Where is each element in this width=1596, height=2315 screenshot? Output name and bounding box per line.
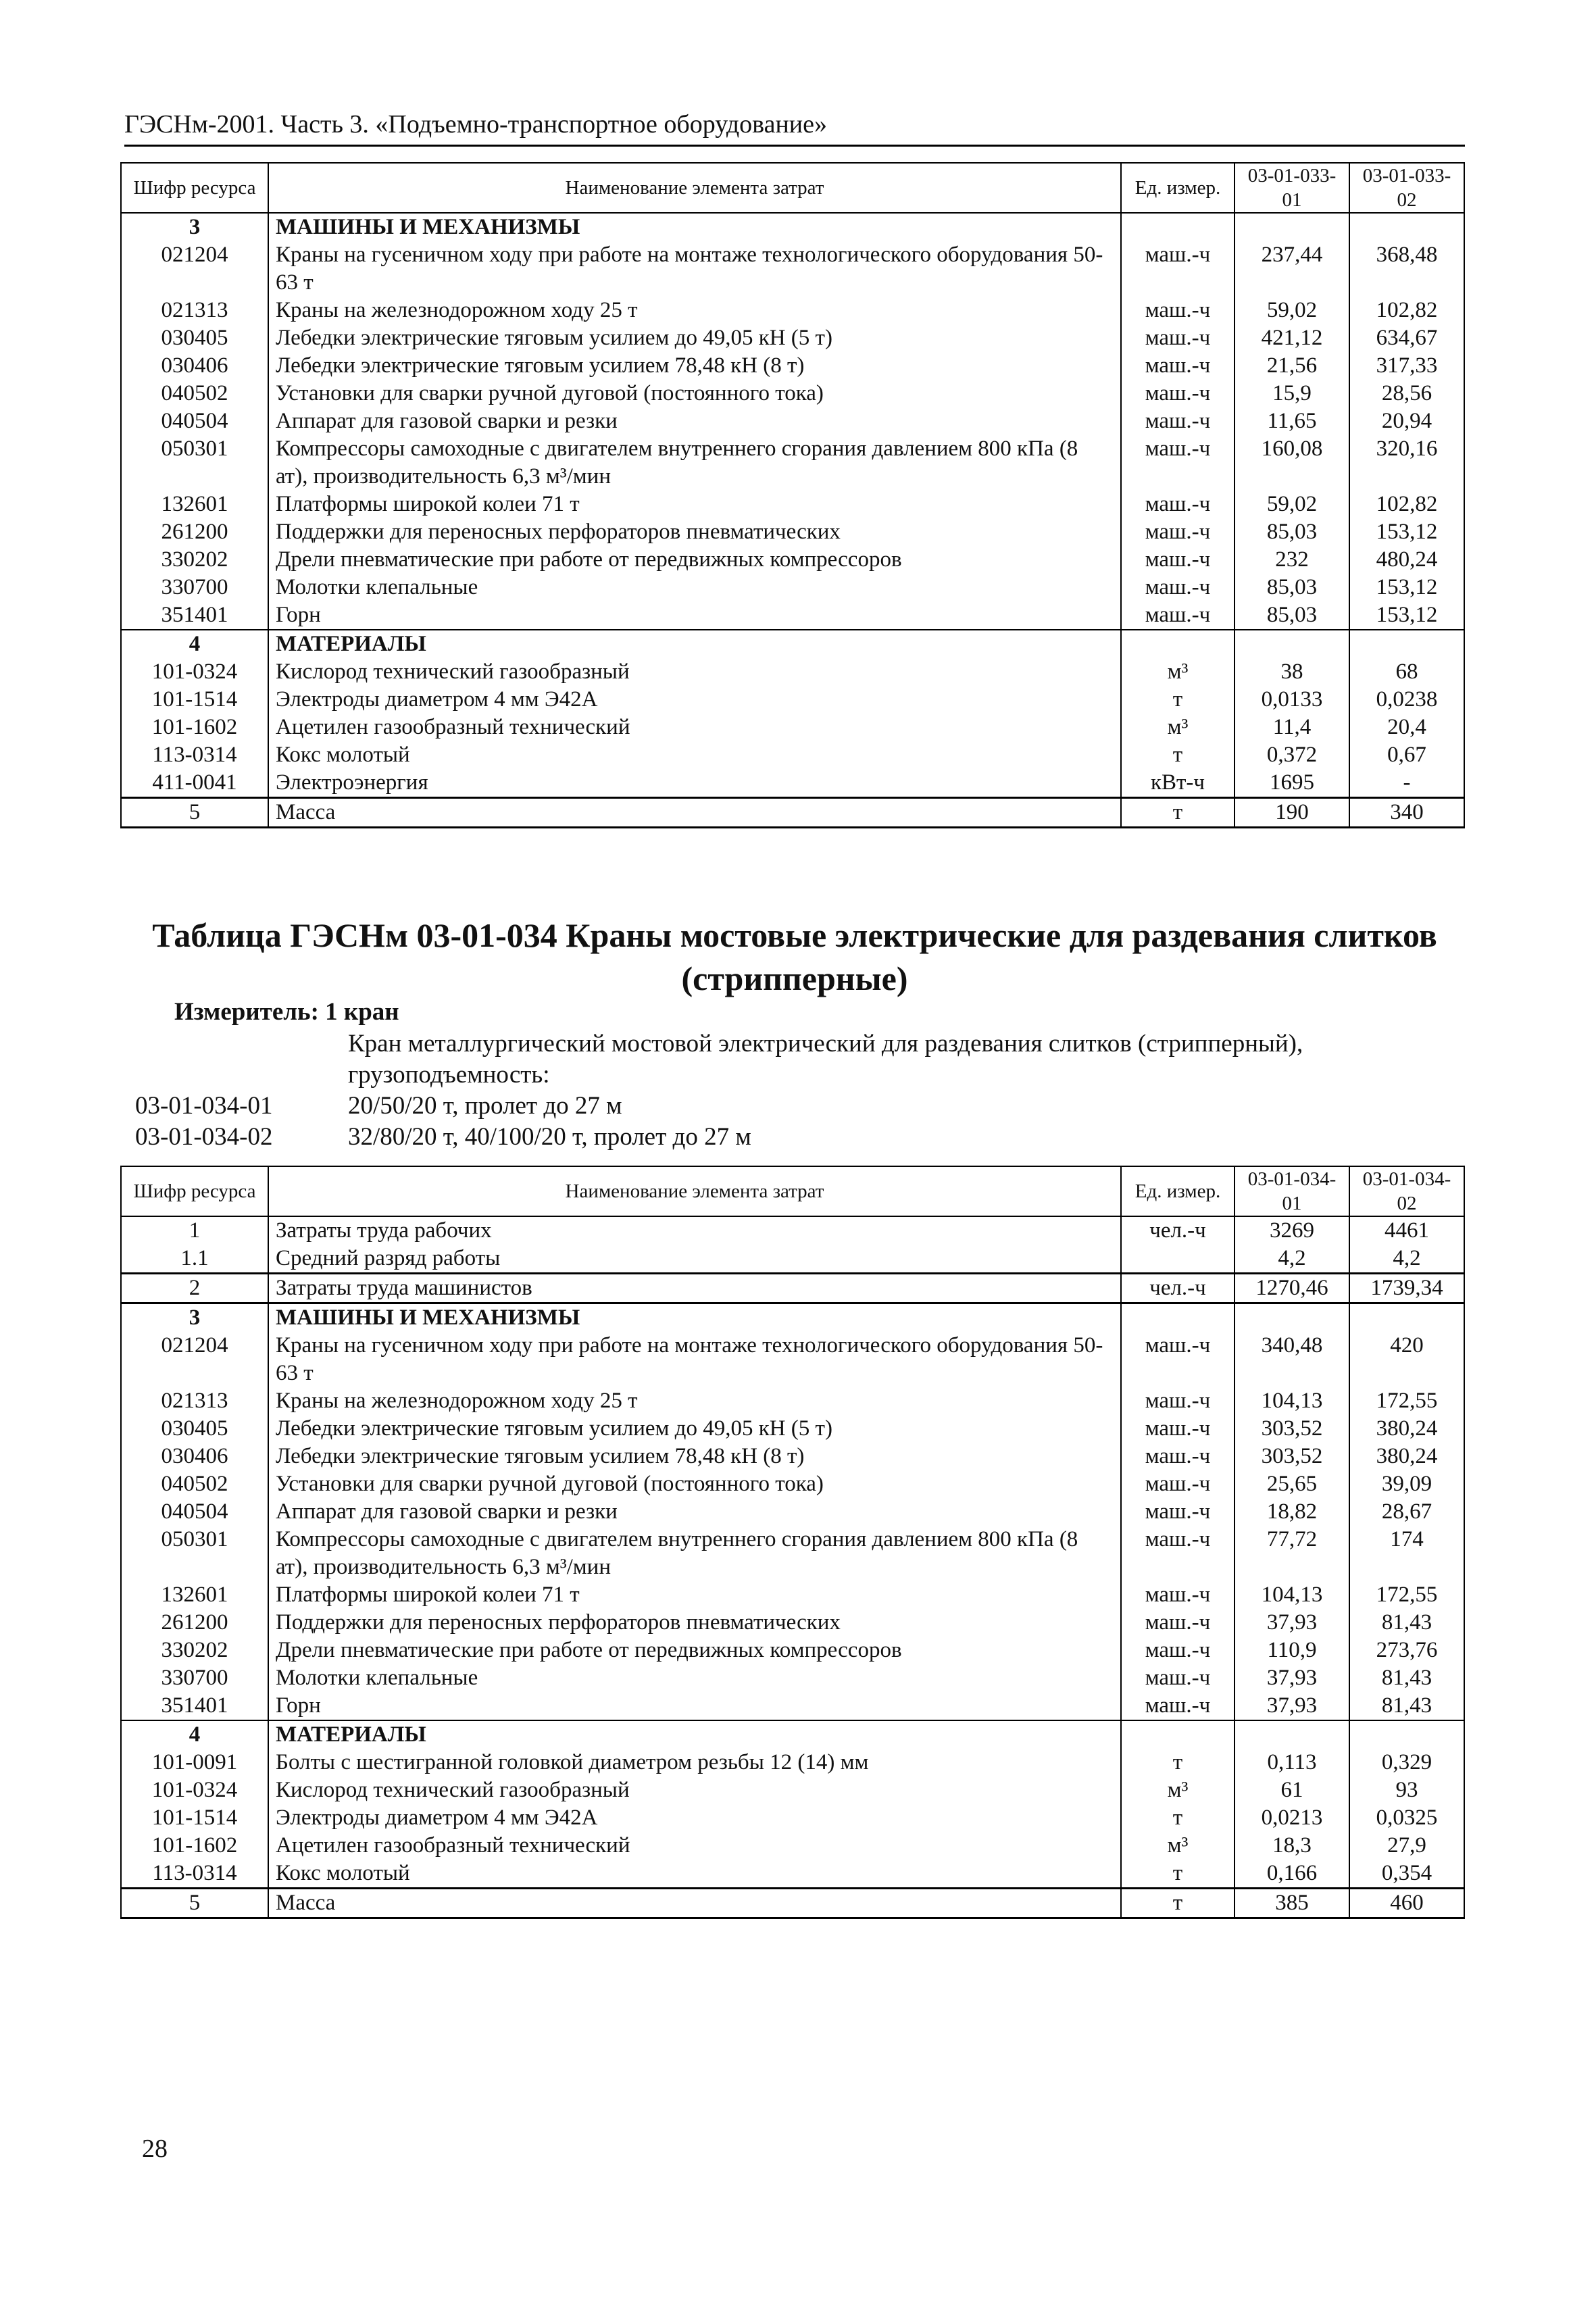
table-row	[121, 1692, 1464, 1720]
resource-code: 021204	[121, 241, 268, 297]
value-col2: 153,12	[1349, 518, 1464, 546]
table-row	[121, 741, 1464, 769]
unit-cell: маш.-ч	[1121, 518, 1235, 546]
resource-code: 101-0324	[121, 1776, 268, 1804]
unit-cell	[1121, 1245, 1235, 1274]
unit-cell: м³	[1121, 658, 1235, 686]
resource-name: Краны на гусеничном ходу при работе на монтаже технологического оборудования 50-63 т	[268, 1332, 1121, 1387]
resource-name: Горн	[268, 601, 1121, 630]
value-col1: 3269	[1235, 1216, 1349, 1245]
unit-cell: маш.-ч	[1121, 1692, 1235, 1720]
resource-code: 5	[121, 798, 268, 828]
unit-cell: м³	[1121, 714, 1235, 741]
section-header-row	[121, 1720, 1464, 1749]
resource-name: Краны на гусеничном ходу при работе на монтаже технологического оборудования 50-63 т	[268, 241, 1121, 297]
resource-code: 050301	[121, 1526, 268, 1581]
value-col1: 190	[1235, 798, 1349, 828]
section-header-row	[121, 213, 1464, 241]
resource-code: 132601	[121, 491, 268, 518]
description: Кран металлургический мостовой электрический для раздевания слитков (стрипперный), грузоподъемность:	[348, 1030, 1303, 1089]
resource-code: 2	[121, 1274, 268, 1303]
value-col2: 81,43	[1349, 1664, 1464, 1692]
value-col1: 1695	[1235, 769, 1349, 798]
section-title: МАТЕРИАЛЫ	[268, 630, 1121, 658]
unit-cell: м³	[1121, 1776, 1235, 1804]
resource-name: Болты с шестигранной головкой диаметром резьбы 12 (14) мм	[268, 1749, 1121, 1776]
value-col2: 0,354	[1349, 1860, 1464, 1889]
section-code: 3	[121, 213, 268, 241]
table-row	[121, 1832, 1464, 1860]
resource-code: 040502	[121, 380, 268, 407]
value-col1	[1235, 213, 1349, 241]
unit-cell: маш.-ч	[1121, 1637, 1235, 1664]
value-col1: 21,56	[1235, 352, 1349, 380]
table-row	[121, 324, 1464, 352]
value-col2: 4461	[1349, 1216, 1464, 1245]
table-row	[121, 1581, 1464, 1609]
unit-cell: маш.-ч	[1121, 380, 1235, 407]
value-col1	[1235, 1720, 1349, 1749]
value-col2: 380,24	[1349, 1415, 1464, 1443]
table-row	[121, 352, 1464, 380]
table-row	[121, 491, 1464, 518]
resource-code: 330202	[121, 1637, 268, 1664]
value-col1: 0,113	[1235, 1749, 1349, 1776]
table-row	[121, 297, 1464, 324]
unit-cell: маш.-ч	[1121, 1526, 1235, 1581]
unit-cell: маш.-ч	[1121, 1415, 1235, 1443]
unit-cell: маш.-ч	[1121, 241, 1235, 297]
value-col2: 480,24	[1349, 546, 1464, 574]
resource-code: 330700	[121, 574, 268, 601]
resource-name: Ацетилен газообразный технический	[268, 714, 1121, 741]
table-row	[121, 1274, 1464, 1303]
value-col1: 237,44	[1235, 241, 1349, 297]
value-col1: 104,13	[1235, 1581, 1349, 1609]
header-col2: 03-01-034-02	[1349, 1166, 1464, 1216]
resource-name: Лебедки электрические тяговым усилием 78,48 кН (8 т)	[268, 1443, 1121, 1470]
resource-code: 1.1	[121, 1245, 268, 1274]
table-row	[121, 686, 1464, 714]
header-unit: Ед. измер.	[1121, 163, 1235, 213]
value-col2: 317,33	[1349, 352, 1464, 380]
resource-code: 101-1514	[121, 686, 268, 714]
resource-code: 113-0314	[121, 1860, 268, 1889]
value-col2: 102,82	[1349, 297, 1464, 324]
section-header-row	[121, 1303, 1464, 1333]
unit-cell: маш.-ч	[1121, 1609, 1235, 1637]
value-col1: 0,0213	[1235, 1804, 1349, 1832]
table-row	[121, 1526, 1464, 1581]
value-col1: 18,82	[1235, 1498, 1349, 1526]
header-name: Наименование элемента затрат	[268, 1166, 1121, 1216]
unit-cell: маш.-ч	[1121, 407, 1235, 435]
value-col2: 81,43	[1349, 1609, 1464, 1637]
resource-code: 040502	[121, 1470, 268, 1498]
table-row	[121, 714, 1464, 741]
section-header-row	[121, 630, 1464, 658]
table-row	[121, 1216, 1464, 1245]
value-col1: 104,13	[1235, 1387, 1349, 1415]
resource-name: Горн	[268, 1692, 1121, 1720]
value-col1	[1235, 630, 1349, 658]
value-col2: 0,0325	[1349, 1804, 1464, 1832]
unit-cell: чел.-ч	[1121, 1216, 1235, 1245]
value-col1: 77,72	[1235, 1526, 1349, 1581]
value-col1: 85,03	[1235, 574, 1349, 601]
value-col1: 38	[1235, 658, 1349, 686]
value-col2	[1349, 1720, 1464, 1749]
table-row	[121, 1470, 1464, 1498]
header-col1: 03-01-034-01	[1235, 1166, 1349, 1216]
resource-name: Электроды диаметром 4 мм Э42А	[268, 686, 1121, 714]
value-col2: 172,55	[1349, 1581, 1464, 1609]
table-row	[121, 1245, 1464, 1274]
value-col1: 37,93	[1235, 1609, 1349, 1637]
value-col2: 81,43	[1349, 1692, 1464, 1720]
resource-code: 030406	[121, 1443, 268, 1470]
unit-cell: кВт-ч	[1121, 769, 1235, 798]
resource-code: 330202	[121, 546, 268, 574]
table-row	[121, 546, 1464, 574]
resource-name: Компрессоры самоходные с двигателем внутреннего сгорания давлением 800 кПа (8 ат), производительность 6,3 м³/мин	[268, 435, 1121, 491]
unit-cell: маш.-ч	[1121, 297, 1235, 324]
section-code: 4	[121, 630, 268, 658]
value-col2: 28,56	[1349, 380, 1464, 407]
value-col2: 153,12	[1349, 574, 1464, 601]
value-col2: 0,0238	[1349, 686, 1464, 714]
unit-cell: м³	[1121, 1832, 1235, 1860]
value-col2: 153,12	[1349, 601, 1464, 630]
measure-label: Измеритель: 1 кран	[174, 998, 399, 1026]
page-number: 28	[142, 2135, 168, 2163]
resource-name: Электроды диаметром 4 мм Э42А	[268, 1804, 1121, 1832]
value-col2: 28,67	[1349, 1498, 1464, 1526]
table-title: Таблица ГЭСНм 03-01-034 Краны мостовые электрические для раздевания слитков (стрипперные)	[152, 916, 1437, 997]
unit-cell: маш.-ч	[1121, 491, 1235, 518]
header-unit: Ед. измер.	[1121, 1166, 1235, 1216]
resource-code: 101-0091	[121, 1749, 268, 1776]
unit-cell: т	[1121, 741, 1235, 769]
resource-code: 101-1602	[121, 1832, 268, 1860]
resource-name: Лебедки электрические тяговым усилием до 49,05 кН (5 т)	[268, 1415, 1121, 1443]
resource-code: 030405	[121, 1415, 268, 1443]
unit-cell: маш.-ч	[1121, 1332, 1235, 1387]
value-col2: 368,48	[1349, 241, 1464, 297]
resource-code: 040504	[121, 1498, 268, 1526]
value-col1: 25,65	[1235, 1470, 1349, 1498]
value-col2: 4,2	[1349, 1245, 1464, 1274]
value-col2: 27,9	[1349, 1832, 1464, 1860]
table-row	[121, 601, 1464, 630]
resource-table-034	[120, 1166, 1465, 1919]
resource-code: 330700	[121, 1664, 268, 1692]
value-col2	[1349, 213, 1464, 241]
resource-code: 101-1514	[121, 1804, 268, 1832]
unit-cell	[1121, 1303, 1235, 1333]
variant-code: 03-01-034-01	[135, 1092, 273, 1120]
value-col1: 421,12	[1235, 324, 1349, 352]
resource-name: Установки для сварки ручной дуговой (постоянного тока)	[268, 380, 1121, 407]
resource-code: 021313	[121, 297, 268, 324]
value-col1: 385	[1235, 1889, 1349, 1918]
unit-cell: т	[1121, 686, 1235, 714]
table-row	[121, 769, 1464, 798]
resource-name: Платформы широкой колеи 71 т	[268, 1581, 1121, 1609]
unit-cell: маш.-ч	[1121, 546, 1235, 574]
section-title: МАТЕРИАЛЫ	[268, 1720, 1121, 1749]
section-code: 4	[121, 1720, 268, 1749]
table-row	[121, 798, 1464, 828]
unit-cell: маш.-ч	[1121, 1470, 1235, 1498]
value-col1: 61	[1235, 1776, 1349, 1804]
table-row	[121, 1609, 1464, 1637]
value-col2: 68	[1349, 658, 1464, 686]
resource-code: 050301	[121, 435, 268, 491]
running-header: ГЭСНм-2001. Часть 3. «Подъемно-транспортное оборудование»	[124, 108, 1465, 147]
section-title: МАШИНЫ И МЕХАНИЗМЫ	[268, 213, 1121, 241]
value-col2: 39,09	[1349, 1470, 1464, 1498]
value-col1: 59,02	[1235, 297, 1349, 324]
resource-table-033	[120, 162, 1465, 828]
table-row	[121, 1443, 1464, 1470]
unit-cell: маш.-ч	[1121, 1581, 1235, 1609]
resource-name: Ацетилен газообразный технический	[268, 1832, 1121, 1860]
resource-code: 030406	[121, 352, 268, 380]
resource-name: Аппарат для газовой сварки и резки	[268, 1498, 1121, 1526]
variant-text: 20/50/20 т, пролет до 27 м	[348, 1092, 622, 1120]
table-row	[121, 1498, 1464, 1526]
value-col1: 0,372	[1235, 741, 1349, 769]
resource-code: 021313	[121, 1387, 268, 1415]
resource-code: 351401	[121, 1692, 268, 1720]
table-row	[121, 1776, 1464, 1804]
resource-code: 5	[121, 1889, 268, 1918]
resource-name: Кислород технический газообразный	[268, 1776, 1121, 1804]
header-code: Шифр ресурса	[121, 163, 268, 213]
value-col1: 160,08	[1235, 435, 1349, 491]
table-row	[121, 1749, 1464, 1776]
resource-name: Молотки клепальные	[268, 1664, 1121, 1692]
unit-cell: маш.-ч	[1121, 1664, 1235, 1692]
unit-cell: т	[1121, 798, 1235, 828]
resource-name: Краны на железнодорожном ходу 25 т	[268, 297, 1121, 324]
resource-name: Поддержки для переносных перфораторов пневматических	[268, 518, 1121, 546]
value-col2: 20,4	[1349, 714, 1464, 741]
resource-name: Лебедки электрические тяговым усилием 78,48 кН (8 т)	[268, 352, 1121, 380]
unit-cell: маш.-ч	[1121, 574, 1235, 601]
resource-code: 411-0041	[121, 769, 268, 798]
resource-code: 261200	[121, 1609, 268, 1637]
value-col1: 110,9	[1235, 1637, 1349, 1664]
value-col1: 37,93	[1235, 1664, 1349, 1692]
resource-name: Поддержки для переносных перфораторов пневматических	[268, 1609, 1121, 1637]
value-col1: 0,0133	[1235, 686, 1349, 714]
resource-code: 1	[121, 1216, 268, 1245]
variant-text: 32/80/20 т, 40/100/20 т, пролет до 27 м	[348, 1123, 751, 1151]
resource-name: Краны на железнодорожном ходу 25 т	[268, 1387, 1121, 1415]
table-row	[121, 518, 1464, 546]
table-row	[121, 241, 1464, 297]
unit-cell: маш.-ч	[1121, 1387, 1235, 1415]
resource-name: Кокс молотый	[268, 1860, 1121, 1889]
value-col2	[1349, 630, 1464, 658]
table-row	[121, 1637, 1464, 1664]
value-col1: 303,52	[1235, 1443, 1349, 1470]
value-col1: 37,93	[1235, 1692, 1349, 1720]
value-col2: 420	[1349, 1332, 1464, 1387]
resource-name: Электроэнергия	[268, 769, 1121, 798]
resource-name: Затраты труда машинистов	[268, 1274, 1121, 1303]
resource-code: 261200	[121, 518, 268, 546]
unit-cell	[1121, 630, 1235, 658]
value-col1: 85,03	[1235, 518, 1349, 546]
value-col2: 380,24	[1349, 1443, 1464, 1470]
value-col2: 0,329	[1349, 1749, 1464, 1776]
value-col1: 0,166	[1235, 1860, 1349, 1889]
resource-name: Средний разряд работы	[268, 1245, 1121, 1274]
resource-code: 101-0324	[121, 658, 268, 686]
value-col2: 174	[1349, 1526, 1464, 1581]
table-row	[121, 658, 1464, 686]
value-col2: 20,94	[1349, 407, 1464, 435]
resource-name: Кислород технический газообразный	[268, 658, 1121, 686]
unit-cell: т	[1121, 1749, 1235, 1776]
value-col1	[1235, 1303, 1349, 1333]
value-col2: 340	[1349, 798, 1464, 828]
table-row	[121, 380, 1464, 407]
unit-cell: чел.-ч	[1121, 1274, 1235, 1303]
resource-code: 113-0314	[121, 741, 268, 769]
value-col2: 634,67	[1349, 324, 1464, 352]
unit-cell: маш.-ч	[1121, 352, 1235, 380]
resource-code: 351401	[121, 601, 268, 630]
header-name: Наименование элемента затрат	[268, 163, 1121, 213]
resource-code: 021204	[121, 1332, 268, 1387]
resource-name: Компрессоры самоходные с двигателем внутреннего сгорания давлением 800 кПа (8 ат), производительность 6,3 м³/мин	[268, 1526, 1121, 1581]
value-col1: 232	[1235, 546, 1349, 574]
table-row	[121, 1804, 1464, 1832]
value-col1: 11,65	[1235, 407, 1349, 435]
value-col1: 303,52	[1235, 1415, 1349, 1443]
table-row	[121, 1860, 1464, 1889]
table-row	[121, 1332, 1464, 1387]
table-row	[121, 1889, 1464, 1918]
resource-name: Установки для сварки ручной дуговой (постоянного тока)	[268, 1470, 1121, 1498]
table-row	[121, 574, 1464, 601]
value-col1: 11,4	[1235, 714, 1349, 741]
value-col1: 4,2	[1235, 1245, 1349, 1274]
unit-cell: маш.-ч	[1121, 1443, 1235, 1470]
value-col2: 93	[1349, 1776, 1464, 1804]
resource-name: Молотки клепальные	[268, 574, 1121, 601]
value-col1: 59,02	[1235, 491, 1349, 518]
resource-name: Затраты труда рабочих	[268, 1216, 1121, 1245]
value-col2: 172,55	[1349, 1387, 1464, 1415]
resource-name: Дрели пневматические при работе от передвижных компрессоров	[268, 1637, 1121, 1664]
unit-cell: маш.-ч	[1121, 601, 1235, 630]
value-col1: 1270,46	[1235, 1274, 1349, 1303]
header-col1: 03-01-033-01	[1235, 163, 1349, 213]
unit-cell: маш.-ч	[1121, 324, 1235, 352]
unit-cell: маш.-ч	[1121, 435, 1235, 491]
unit-cell: маш.-ч	[1121, 1498, 1235, 1526]
resource-name: Платформы широкой колеи 71 т	[268, 491, 1121, 518]
value-col2: 460	[1349, 1889, 1464, 1918]
value-col2: 1739,34	[1349, 1274, 1464, 1303]
value-col1: 85,03	[1235, 601, 1349, 630]
table-row	[121, 407, 1464, 435]
table-row	[121, 435, 1464, 491]
value-col2: 320,16	[1349, 435, 1464, 491]
resource-code: 030405	[121, 324, 268, 352]
value-col2	[1349, 1303, 1464, 1333]
resource-name: Дрели пневматические при работе от передвижных компрессоров	[268, 546, 1121, 574]
value-col2: -	[1349, 769, 1464, 798]
value-col2: 0,67	[1349, 741, 1464, 769]
value-col1: 15,9	[1235, 380, 1349, 407]
section-title: МАШИНЫ И МЕХАНИЗМЫ	[268, 1303, 1121, 1333]
header-col2: 03-01-033-02	[1349, 163, 1464, 213]
table-row	[121, 1387, 1464, 1415]
resource-code: 040504	[121, 407, 268, 435]
resource-name: Кокс молотый	[268, 741, 1121, 769]
section-code: 3	[121, 1303, 268, 1333]
resource-code: 101-1602	[121, 714, 268, 741]
resource-name: Масса	[268, 798, 1121, 828]
variant-code: 03-01-034-02	[135, 1123, 273, 1151]
value-col1: 340,48	[1235, 1332, 1349, 1387]
resource-name: Масса	[268, 1889, 1121, 1918]
value-col1: 18,3	[1235, 1832, 1349, 1860]
unit-cell	[1121, 213, 1235, 241]
table-row	[121, 1664, 1464, 1692]
resource-code: 132601	[121, 1581, 268, 1609]
resource-name: Аппарат для газовой сварки и резки	[268, 407, 1121, 435]
unit-cell	[1121, 1720, 1235, 1749]
unit-cell: т	[1121, 1860, 1235, 1889]
resource-name: Лебедки электрические тяговым усилием до 49,05 кН (5 т)	[268, 324, 1121, 352]
value-col2: 102,82	[1349, 491, 1464, 518]
unit-cell: т	[1121, 1889, 1235, 1918]
value-col2: 273,76	[1349, 1637, 1464, 1664]
table-row	[121, 1415, 1464, 1443]
header-code: Шифр ресурса	[121, 1166, 268, 1216]
unit-cell: т	[1121, 1804, 1235, 1832]
